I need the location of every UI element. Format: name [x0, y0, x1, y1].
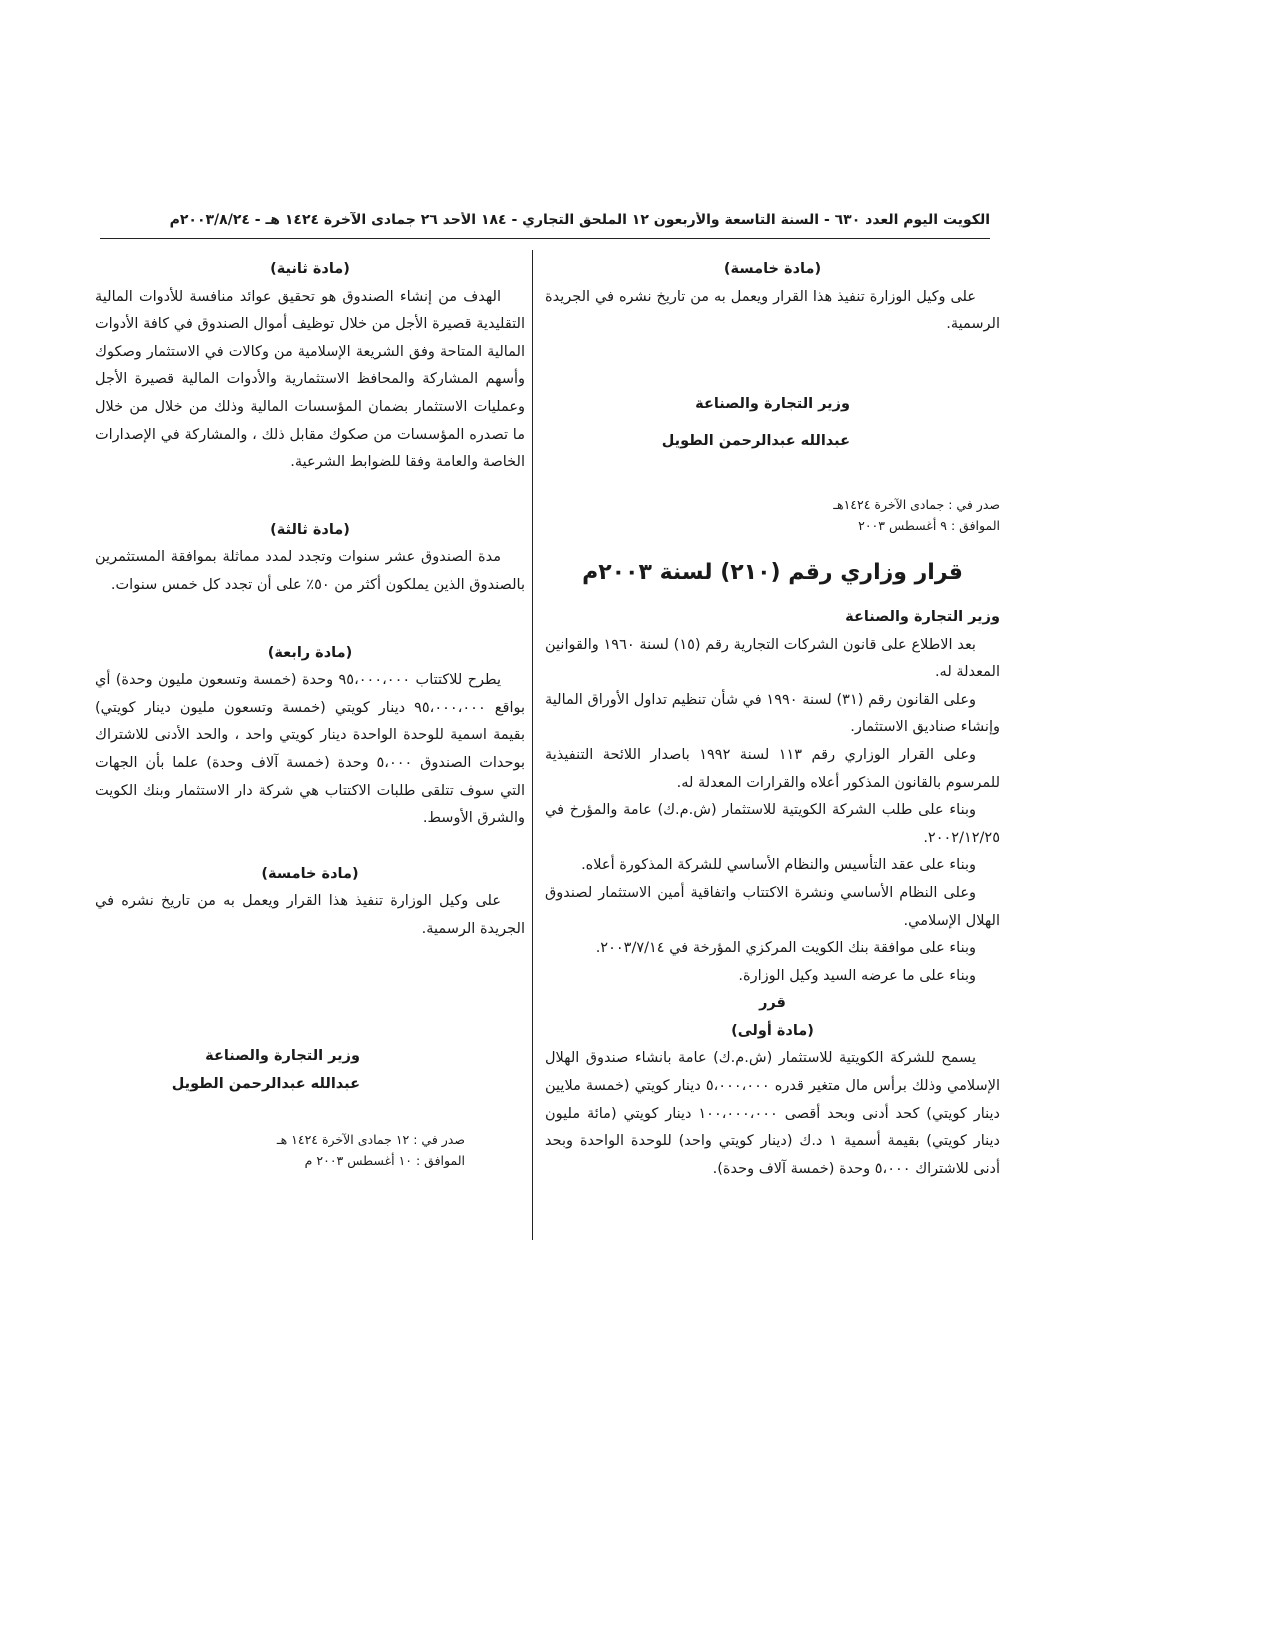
article3-text: مدة الصندوق عشر سنوات وتجدد لمدد مماثلة بموافقة المستثمرين بالصندوق الذين يملكون أكثر من ٥٠٪ على أن تجدد كل خمس سنوات.	[95, 549, 525, 593]
spacer	[95, 477, 525, 517]
article5-heading: (مادة خامسة)	[261, 865, 359, 882]
preamble-paragraph: وعلى القرار الوزاري رقم ١١٣ لسنة ١٩٩٢ باصدار اللائحة التنفيذية للمرسوم بالقانون المذكور أعلاه والقرارات المعدلة له.	[545, 746, 1000, 791]
signature-title: وزير التجارة والصناعة	[205, 1048, 360, 1065]
spacer	[545, 418, 1000, 428]
article5-text: على وكيل الوزارة تنفيذ هذا القرار ويعمل به من تاريخ نشره في الجريدة الرسمية.	[95, 893, 525, 937]
preamble-paragraph: وبناء على عقد التأسيس والنظام الأساسي للشركة المذكورة أعلاه.	[581, 857, 976, 874]
spacer	[95, 833, 525, 861]
corresponding-date: الموافق : ١٠ أغسطس ٢٠٠٣ م	[304, 1152, 465, 1168]
article4-heading: (مادة رابعة)	[267, 644, 353, 661]
article1-text: يسمح للشركة الكويتية للاستثمار (ش.م.ك) عامة بانشاء صندوق الهلال الإسلامي وذلك برأس مال متغير قدره ٥،٠٠٠،٠٠٠ دينار كويتي (خمسة ملايين دينار كويتي) كحد أدنى وبحد أقصى ١٠٠،٠٠٠،٠٠٠ دينار كويتي (مائة مليون دينار كويتي) بقيمة أسمية ١ د.ك (دينار كويتي واحد) للوحدة الواحدة وبحد أدنى للاشتراك ٥،٠٠٠ وحدة (خمسة آلاف وحدة).	[545, 1050, 1001, 1177]
spacer	[545, 339, 1000, 391]
column-divider	[532, 250, 533, 1240]
minister-line: وزير التجارة والصناعة	[845, 608, 1000, 625]
corresponding-date: الموافق : ٩ أغسطس ٢٠٠٣	[858, 517, 1000, 533]
preamble-paragraph: وعلى القانون رقم (٣١) لسنة ١٩٩٠ في شأن تنظيم تداول الأوراق المالية وإنشاء صناديق الاستثمار.	[545, 691, 1000, 736]
signature-name: عبدالله عبدالرحمن الطويل	[171, 1076, 360, 1093]
spacer	[95, 1099, 525, 1129]
article5-heading: (مادة خامسة)	[723, 261, 822, 277]
preamble-paragraph: بعد الاطلاع على قانون الشركات التجارية رقم (١٥) لسنة ١٩٦٠ والقوانين المعدلة له.	[545, 636, 1000, 681]
article1-heading: (مادة أولى)	[731, 1022, 814, 1039]
issue-date: صدر في : جمادى الآخرة ١٤٢٤هـ	[833, 496, 1000, 512]
spacer	[545, 536, 1000, 556]
header-rule	[100, 238, 990, 239]
article4-text: يطرح للاكتتاب ٩٥،٠٠٠،٠٠٠ وحدة (خمسة وتسعون مليون وحدة) أي بواقع ٩٥،٠٠٠،٠٠٠ دينار كويتي (خمسة وتسعون مليون دينار كويتي) بقيمة اسمية للوحدة الواحدة دينار كويتي واحد ، والحد الأدنى للاشتراك بوحدات الصندوق ٥،٠٠٠ وحدة (خمسة آلاف وحدة) علما بأن الجهات التي سوف تتلقى طلبات الاكتتاب هي شركة دار الاستثمار وبنك الكويت والشرق الأوسط.	[95, 672, 525, 827]
spacer	[95, 943, 525, 1043]
article2-text: الهدف من إنشاء الصندوق هو تحقيق عوائد منافسة للأدوات المالية التقليدية قصيرة الأجل من خلال توظيف أموال الصندوق في كافة الأدوات المالية المتاحة وفق الشريعة الإسلامية من وكالات في الاستثمار وصكوك وأسهم المشاركة والمحافظ الاستثمارية والأدوات المالية قصيرة الأجل وعمليات الاستثمار بضمان المؤسسات المالية وذلك من خلال من خلال ما تصدره المؤسسات من صكوك مقابل ذلك ، والمشاركة في الإصدارات الخاصة والعامة وفقا للضوابط الشرعية.	[95, 288, 525, 471]
article2-heading: (مادة ثانية)	[270, 261, 350, 277]
article3-heading: (مادة ثالثة)	[270, 521, 350, 538]
signature-title: وزير التجارة والصناعة	[695, 395, 850, 412]
left-column	[95, 256, 525, 1171]
decided-label: قرر	[759, 995, 786, 1012]
issue-date: صدر في : ١٢ جمادى الآخرة ١٤٢٤ هـ	[276, 1131, 465, 1147]
decree-title: قرار وزاري رقم (٢١٠) لسنة ٢٠٠٣م	[582, 559, 963, 585]
signature-name: عبدالله عبدالرحمن الطويل	[661, 433, 850, 450]
article5-text: على وكيل الوزارة تنفيذ هذا القرار ويعمل به من تاريخ نشره في الجريدة الرسمية.	[545, 288, 1000, 333]
spacer	[95, 600, 525, 640]
spacer	[545, 590, 1000, 604]
right-column	[545, 256, 1000, 1183]
preamble-paragraph: وبناء على طلب الشركة الكويتية للاستثمار (ش.م.ك) عامة والمؤرخ في ٢٠٠٢/١٢/٢٥.	[545, 802, 1000, 846]
preamble-paragraph: وبناء على موافقة بنك الكويت المركزي المؤرخة في ٢٠٠٣/٧/١٤.	[595, 940, 976, 957]
page-header: الكويت اليوم العدد ٦٣٠ - السنة التاسعة والأربعون ١٢ الملحق التجاري - ١٨٤ الأحد ٢٦ جمادى الآخرة ١٤٢٤ هـ - ٢٠٠٣/٨/٢٤م	[169, 212, 990, 228]
preamble-paragraph: وعلى النظام الأساسي ونشرة الاكتتاب واتفاقية أمين الاستثمار لصندوق الهلال الإسلامي.	[545, 884, 1000, 929]
spacer	[545, 456, 1000, 494]
preamble-paragraph: وبناء على ما عرضه السيد وكيل الوزارة.	[738, 967, 976, 984]
